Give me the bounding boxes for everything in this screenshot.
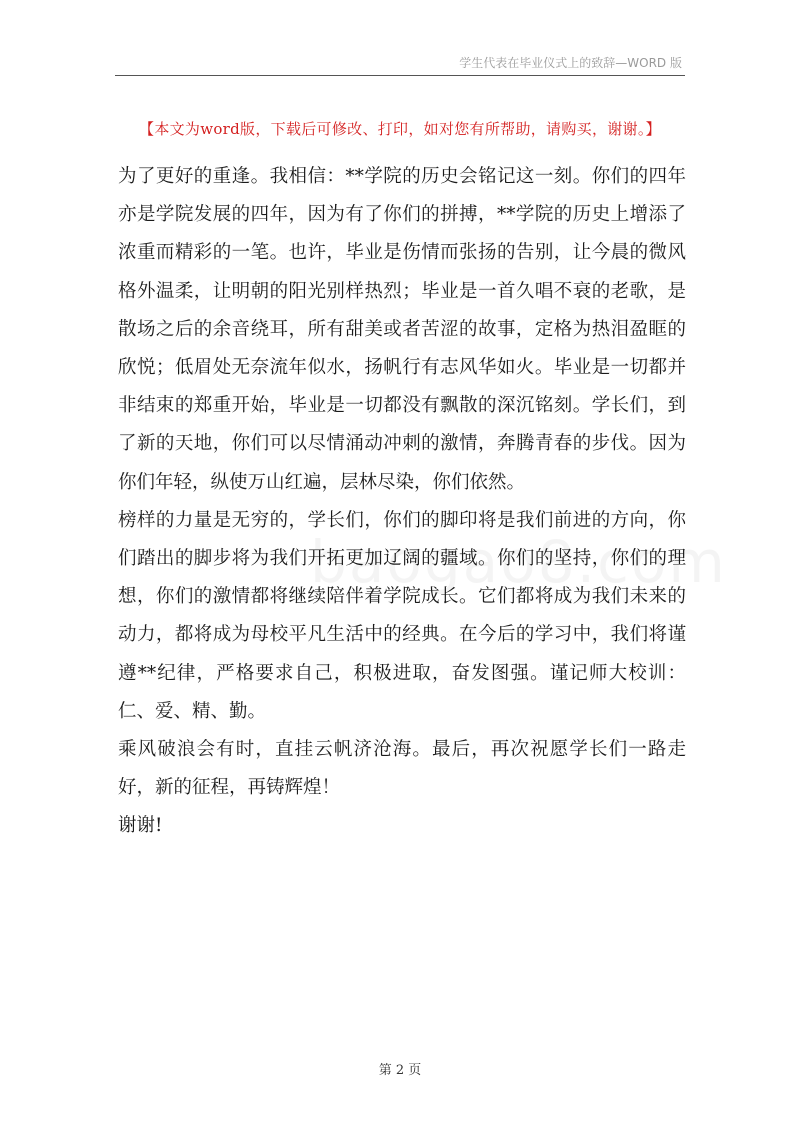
paragraph-3: 乘风破浪会有时，直挂云帆济沧海。最后，再次祝愿学长们一路走好，新的征程，再铸辉煌！ <box>118 739 686 799</box>
paragraph-4: 谢谢! <box>118 815 163 837</box>
page-number: 第 2 页 <box>378 1063 422 1078</box>
document-body <box>118 158 686 846</box>
paragraph-2: 榜样的力量是无穷的，学长们，你们的脚印将是我们前进的方向，你们踏出的脚步将为我们开拓更加辽阔的疆域。你们的坚持，你们的理想，你们的激情都将继续陪伴着学院成长。它们都将成为我们未来的动力，都将成为母校平凡生活中的经典。在今后的学习中，我们将谨遵**纪律，严格要求自己，积极进取，奋发图强。谨记师大校训：仁、爱、精、勤。 <box>118 509 686 722</box>
purchase-notice: 【本文为word版，下载后可修改、打印，如对您有所帮助，请购买，谢谢。】 <box>139 120 661 138</box>
header-divider <box>115 75 685 76</box>
header-title: 学生代表在毕业仪式上的致辞—WORD 版 <box>459 56 682 70</box>
paragraph-1: 为了更好的重逢。我相信：**学院的历史会铭记这一刻。你们的四年亦是学院发展的四年，因为有了你们的拼搏，**学院的历史上增添了浓重而精彩的一笔。也许，毕业是伤情而张扬的告别，让今晨的微风格外温柔，让明朝的阳光别样热烈；毕业是一首久唱不衰的老歌，是散场之后的余音绕耳，所有甜美或者苦涩的故事，定格为热泪盈眶的欣悦；低眉处无奈流年似水，扬帆行有志风华如火。毕业是一切都并非结束的郑重开始，毕业是一切都没有飘散的深沉铭刻。学长们，到了新的天地，你们可以尽情涌动冲刺的激情，奔腾青春的步伐。因为你们年轻，纵使万山红遍，层林尽染，你们依然。 <box>118 166 686 493</box>
